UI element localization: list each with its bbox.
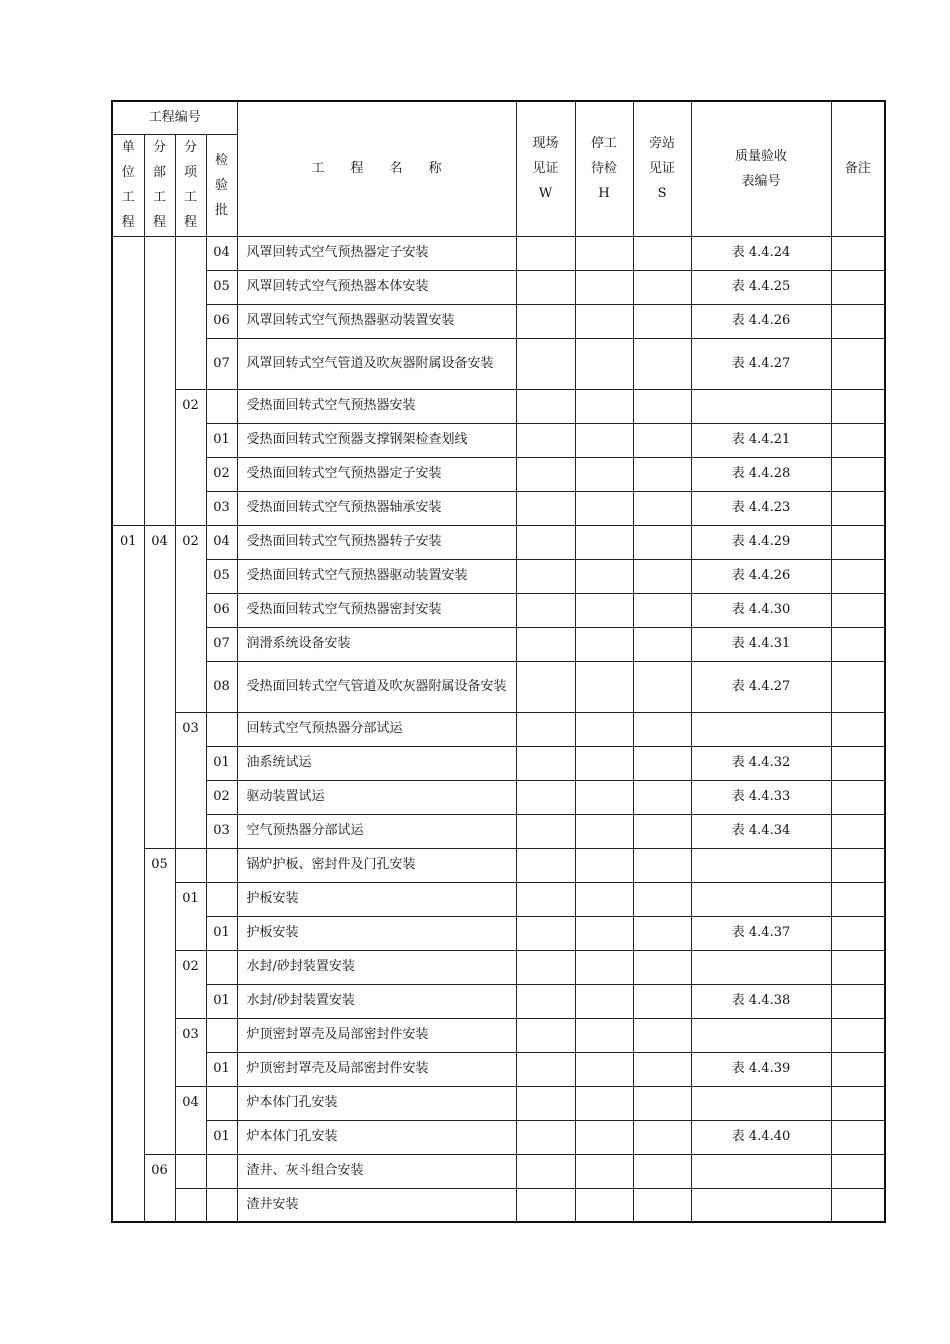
batch-cell bbox=[206, 848, 237, 882]
table-row bbox=[112, 1188, 885, 1222]
batch-cell: 02 bbox=[206, 780, 237, 814]
form-number-cell: 表 4.4.34 bbox=[691, 814, 831, 848]
witness-header: 现场 见证 W bbox=[516, 101, 575, 236]
table-row bbox=[112, 916, 885, 950]
project-name-cell: 油系统试运 bbox=[237, 746, 516, 780]
batch-cell bbox=[206, 1018, 237, 1052]
table-row bbox=[112, 746, 885, 780]
form-number-cell: 表 4.4.40 bbox=[691, 1120, 831, 1154]
unit-code-cell: 01 bbox=[112, 525, 144, 1222]
table-row bbox=[112, 1018, 885, 1052]
unit-header: 单 位 工 程 bbox=[112, 134, 144, 236]
project-name-cell: 水封/砂封装置安装 bbox=[237, 984, 516, 1018]
table-row bbox=[112, 1052, 885, 1086]
subitem-cell bbox=[175, 236, 206, 389]
form-number-cell: 表 4.4.30 bbox=[691, 593, 831, 627]
batch-cell: 02 bbox=[206, 457, 237, 491]
division-header: 分 部 工 程 bbox=[144, 134, 175, 236]
form-number-cell bbox=[691, 950, 831, 984]
batch-cell: 01 bbox=[206, 746, 237, 780]
project-name-cell: 炉顶密封罩壳及局部密封件安装 bbox=[237, 1018, 516, 1052]
division-code-cell: 06 bbox=[144, 1154, 175, 1222]
table-row bbox=[112, 882, 885, 916]
table-row bbox=[112, 525, 885, 559]
table-row bbox=[112, 491, 885, 525]
remark-header: 备注 bbox=[831, 101, 885, 236]
batch-cell: 08 bbox=[206, 661, 237, 712]
form-number-cell: 表 4.4.37 bbox=[691, 916, 831, 950]
table-row bbox=[112, 950, 885, 984]
form-number-cell bbox=[691, 882, 831, 916]
project-name-cell: 护板安装 bbox=[237, 916, 516, 950]
batch-cell: 06 bbox=[206, 593, 237, 627]
project-name-cell: 受热面回转式空气管道及吹灰器附属设备安装 bbox=[237, 661, 516, 712]
project-name-cell: 风罩回转式空气预热器定子安装 bbox=[237, 236, 516, 270]
form-number-cell: 表 4.4.25 bbox=[691, 270, 831, 304]
batch-cell: 04 bbox=[206, 525, 237, 559]
batch-cell bbox=[206, 950, 237, 984]
project-name-cell: 空气预热器分部试运 bbox=[237, 814, 516, 848]
subitem-code-cell: 02 bbox=[175, 525, 206, 712]
table-row bbox=[112, 661, 885, 712]
form-number-cell: 表 4.4.33 bbox=[691, 780, 831, 814]
subitem-code-cell: 02 bbox=[175, 950, 206, 1018]
batch-cell: 07 bbox=[206, 627, 237, 661]
form-number-cell: 表 4.4.31 bbox=[691, 627, 831, 661]
table-row bbox=[112, 423, 885, 457]
project-name-cell: 润滑系统设备安装 bbox=[237, 627, 516, 661]
form-number-cell: 表 4.4.32 bbox=[691, 746, 831, 780]
table-row bbox=[112, 304, 885, 338]
form-number-cell: 表 4.4.38 bbox=[691, 984, 831, 1018]
project-name-cell: 受热面回转式空气预热器密封安装 bbox=[237, 593, 516, 627]
table-row bbox=[112, 270, 885, 304]
batch-cell bbox=[206, 389, 237, 423]
batch-cell: 07 bbox=[206, 338, 237, 389]
header-row-1 bbox=[112, 101, 885, 134]
project-name-cell: 受热面回转式空气预热器转子安装 bbox=[237, 525, 516, 559]
table-row bbox=[112, 1154, 885, 1188]
form-number-cell: 表 4.4.26 bbox=[691, 304, 831, 338]
batch-cell: 03 bbox=[206, 814, 237, 848]
form-number-cell: 表 4.4.27 bbox=[691, 338, 831, 389]
form-number-cell bbox=[691, 712, 831, 746]
batch-cell: 05 bbox=[206, 559, 237, 593]
form-number-cell bbox=[691, 1018, 831, 1052]
form-number-cell: 表 4.4.28 bbox=[691, 457, 831, 491]
table-row bbox=[112, 338, 885, 389]
batch-cell bbox=[206, 1188, 237, 1222]
form-number-cell: 表 4.4.26 bbox=[691, 559, 831, 593]
batch-cell: 01 bbox=[206, 984, 237, 1018]
table-row bbox=[112, 848, 885, 882]
hold-header: 停工 待检 H bbox=[575, 101, 633, 236]
subitem-header: 分 项 工 程 bbox=[175, 134, 206, 236]
division-code-cell: 05 bbox=[144, 848, 175, 1154]
batch-cell: 03 bbox=[206, 491, 237, 525]
subitem-code-cell: 01 bbox=[175, 882, 206, 950]
project-name-cell: 驱动装置试运 bbox=[237, 780, 516, 814]
project-name-cell: 渣井、灰斗组合安装 bbox=[237, 1154, 516, 1188]
table-row bbox=[112, 1120, 885, 1154]
batch-cell: 01 bbox=[206, 423, 237, 457]
table-row bbox=[112, 780, 885, 814]
batch-cell: 01 bbox=[206, 1052, 237, 1086]
division-cell bbox=[144, 236, 175, 525]
table-row bbox=[112, 236, 885, 270]
table-row bbox=[112, 457, 885, 491]
project-name-cell: 受热面回转式空气预热器轴承安装 bbox=[237, 491, 516, 525]
form-number-cell bbox=[691, 1086, 831, 1120]
batch-header: 检 验 批 bbox=[206, 134, 237, 236]
batch-cell bbox=[206, 882, 237, 916]
subitem-cell bbox=[175, 1154, 206, 1188]
form-number-cell: 表 4.4.23 bbox=[691, 491, 831, 525]
table-row bbox=[112, 559, 885, 593]
table-row bbox=[112, 389, 885, 423]
project-name-cell: 炉本体门孔安装 bbox=[237, 1120, 516, 1154]
batch-cell bbox=[206, 1154, 237, 1188]
subitem-cell bbox=[175, 1188, 206, 1222]
side-witness-header: 旁站 见证 S bbox=[633, 101, 691, 236]
table-row bbox=[112, 627, 885, 661]
project-name-cell: 风罩回转式空气预热器驱动装置安装 bbox=[237, 304, 516, 338]
batch-cell: 05 bbox=[206, 270, 237, 304]
form-number-cell bbox=[691, 848, 831, 882]
form-number-cell: 表 4.4.21 bbox=[691, 423, 831, 457]
subitem-cell bbox=[175, 848, 206, 882]
table-row bbox=[112, 814, 885, 848]
unit-cell bbox=[112, 236, 144, 525]
batch-cell: 01 bbox=[206, 916, 237, 950]
project-name-cell: 受热面回转式空气预热器安装 bbox=[237, 389, 516, 423]
table-row bbox=[112, 1086, 885, 1120]
inspection-table bbox=[111, 100, 886, 1223]
form-number-header: 质量验收 表编号 bbox=[691, 101, 831, 236]
batch-cell bbox=[206, 1086, 237, 1120]
table-row bbox=[112, 984, 885, 1018]
project-name-cell: 风罩回转式空气管道及吹灰器附属设备安装 bbox=[237, 338, 516, 389]
table-row bbox=[112, 712, 885, 746]
form-number-cell: 表 4.4.39 bbox=[691, 1052, 831, 1086]
project-name-cell: 炉顶密封罩壳及局部密封件安装 bbox=[237, 1052, 516, 1086]
project-name-cell: 护板安装 bbox=[237, 882, 516, 916]
form-number-cell: 表 4.4.29 bbox=[691, 525, 831, 559]
batch-cell: 04 bbox=[206, 236, 237, 270]
subitem-code-cell: 04 bbox=[175, 1086, 206, 1154]
project-name-cell: 风罩回转式空气预热器本体安装 bbox=[237, 270, 516, 304]
batch-cell: 01 bbox=[206, 1120, 237, 1154]
form-number-cell bbox=[691, 389, 831, 423]
batch-cell bbox=[206, 712, 237, 746]
project-name-cell: 炉本体门孔安装 bbox=[237, 1086, 516, 1120]
batch-cell: 06 bbox=[206, 304, 237, 338]
project-name-cell: 受热面回转式空气预热器驱动装置安装 bbox=[237, 559, 516, 593]
project-name-cell: 锅炉护板、密封件及门孔安装 bbox=[237, 848, 516, 882]
project-name-cell: 受热面回转式空气预热器定子安装 bbox=[237, 457, 516, 491]
project-name-cell: 受热面回转式空预器支撑钢架检查划线 bbox=[237, 423, 516, 457]
subitem-code-cell: 03 bbox=[175, 712, 206, 848]
project-name-cell: 渣井安装 bbox=[237, 1188, 516, 1222]
project-name-cell: 回转式空气预热器分部试运 bbox=[237, 712, 516, 746]
form-number-cell: 表 4.4.27 bbox=[691, 661, 831, 712]
project-name-cell: 水封/砂封装置安装 bbox=[237, 950, 516, 984]
project-code-header: 工程编号 bbox=[112, 101, 237, 134]
table-row bbox=[112, 593, 885, 627]
form-number-cell bbox=[691, 1154, 831, 1188]
division-code-cell: 04 bbox=[144, 525, 175, 848]
subitem-code-cell: 02 bbox=[175, 389, 206, 525]
form-number-cell bbox=[691, 1188, 831, 1222]
subitem-code-cell: 03 bbox=[175, 1018, 206, 1086]
form-number-cell: 表 4.4.24 bbox=[691, 236, 831, 270]
project-name-header: 工 程 名 称 bbox=[237, 101, 516, 236]
